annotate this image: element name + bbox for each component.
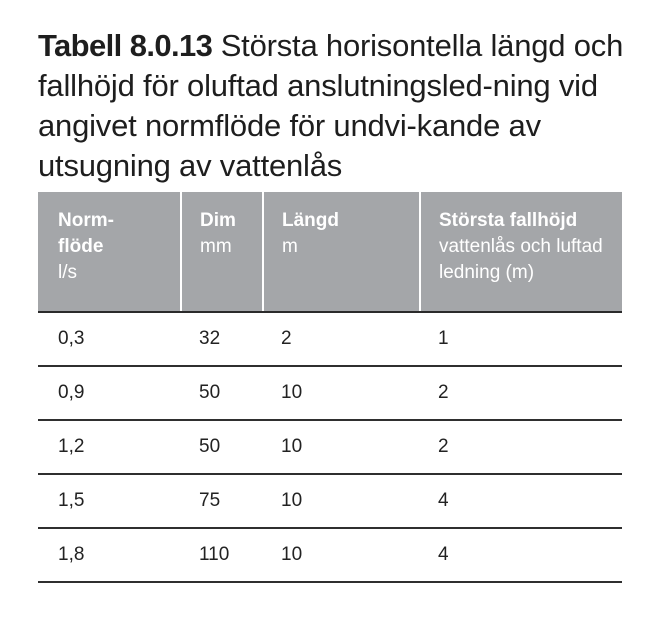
table-title: Största horisontella längd och fallhöjd för oluftad anslutningsled-ning vid angivet normflöde för undvi-kande av utsugning av vattenlås <box>38 28 624 183</box>
cell-drop: 2 <box>420 366 622 420</box>
cell-length: 10 <box>263 474 420 528</box>
cell-dim: 50 <box>181 420 263 474</box>
table-row <box>38 312 622 366</box>
table-number: Tabell 8.0.13 <box>38 28 213 63</box>
cell-length: 10 <box>263 420 420 474</box>
table-row <box>38 528 622 582</box>
cell-dim: 50 <box>181 366 263 420</box>
cell-dim: 32 <box>181 312 263 366</box>
header-dim-title: Dim <box>200 210 236 231</box>
header-length <box>263 192 420 312</box>
header-dim <box>181 192 263 312</box>
cell-flow: 1,5 <box>38 474 181 528</box>
table-row <box>38 366 622 420</box>
cell-flow: 0,9 <box>38 366 181 420</box>
cell-flow: 1,8 <box>38 528 181 582</box>
cell-length: 10 <box>263 528 420 582</box>
cell-drop: 2 <box>420 420 622 474</box>
header-dim-unit: mm <box>200 236 232 257</box>
cell-dim: 75 <box>181 474 263 528</box>
cell-length: 10 <box>263 366 420 420</box>
cell-flow: 1,2 <box>38 420 181 474</box>
header-normflow-unit: l/s <box>58 262 77 283</box>
table-row <box>38 420 622 474</box>
table-row <box>38 474 622 528</box>
table-caption <box>38 26 638 186</box>
cell-drop: 4 <box>420 474 622 528</box>
header-normflow <box>38 192 181 312</box>
header-length-unit: m <box>282 236 298 257</box>
table-body <box>38 312 622 582</box>
header-length-title: Längd <box>282 210 339 231</box>
cell-flow: 0,3 <box>38 312 181 366</box>
header-row <box>38 192 622 312</box>
cell-length: 2 <box>263 312 420 366</box>
data-table <box>38 192 622 583</box>
cell-drop: 4 <box>420 528 622 582</box>
cell-drop: 1 <box>420 312 622 366</box>
header-max-drop-unit: vattenlås och luftad ledning (m) <box>439 236 603 283</box>
header-max-drop-title: Största fallhöjd <box>439 210 578 231</box>
header-normflow-title: Norm-flöde <box>58 210 114 257</box>
cell-dim: 110 <box>181 528 263 582</box>
table-header <box>38 192 622 312</box>
header-max-drop <box>420 192 622 312</box>
